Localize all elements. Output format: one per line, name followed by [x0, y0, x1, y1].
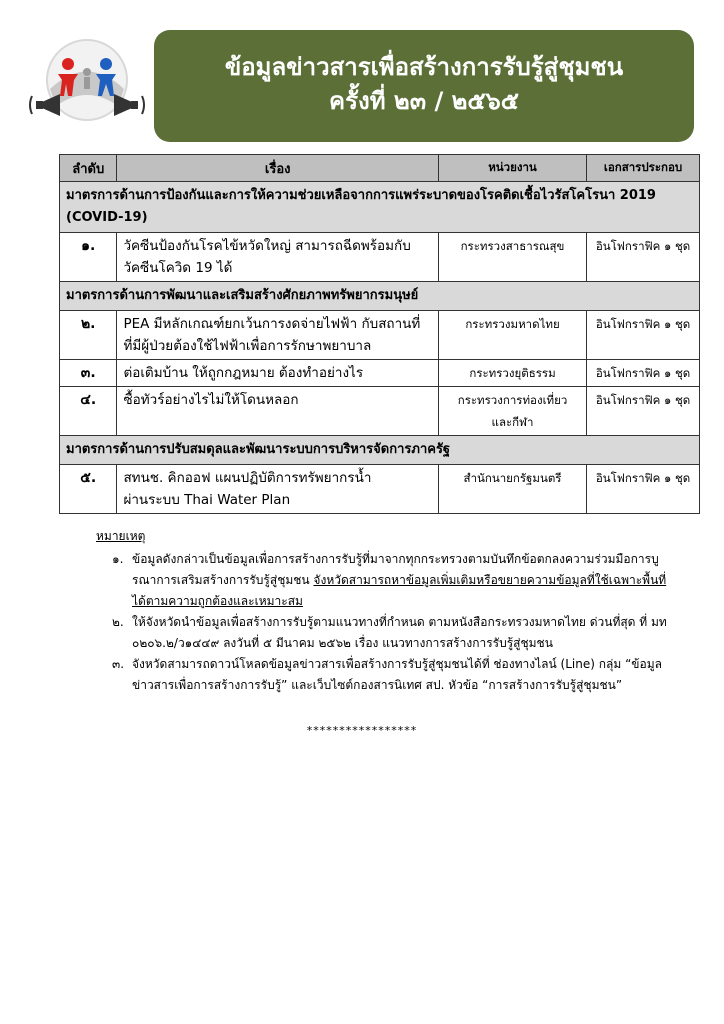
header-no: ลำดับ	[60, 155, 117, 182]
table-row	[60, 387, 700, 436]
row-agency: กระทรวงยุติธรรม	[438, 360, 586, 387]
row-topic: ซื้อทัวร์อย่างไรไม่ให้โดนหลอก	[117, 387, 439, 436]
logo-icon	[28, 34, 146, 126]
row-topic-line: วัคซีนโควิด 19 ได้	[123, 260, 233, 276]
row-number: ๑.	[60, 233, 117, 282]
row-agency: กระทรวงสาธารณสุข	[438, 233, 586, 282]
section-title: มาตรการด้านการพัฒนาและเสริมสร้างศักยภาพทรัพยากรมนุษย์	[60, 282, 700, 311]
row-doc: อินโฟกราฟิค ๑ ชุด	[587, 311, 700, 360]
section-row	[60, 182, 700, 233]
note-number: ๓.	[112, 657, 125, 671]
section-title: มาตรการด้านการป้องกันและการให้ความช่วยเหลือจากการแพร่ระบาดของโรคติดเชื้อไวรัสโคโรนา 2019 (COVID-19)	[60, 182, 700, 233]
row-topic-line: สทนช. คิกออฟ แผนปฏิบัติการทรัพยากรน้ำ	[123, 470, 372, 486]
table-header-row	[60, 155, 700, 182]
row-agency	[438, 387, 586, 436]
page-title: ข้อมูลข่าวสารเพื่อสร้างการรับรู้สู่ชุมชน	[224, 53, 624, 81]
title-banner	[154, 30, 694, 142]
note-text-underlined: จังหวัดสามารถหาข้อมูลเพิ่มเติมหรือขยายความข้อมูลที่ใช้เฉพาะพื้นที่ได้ตามความถูกต้องและเหมาะสม	[132, 573, 667, 608]
note-item	[112, 612, 676, 654]
row-topic-line: ที่มีผู้ป่วยต้องใช้ไฟฟ้าเพื่อการรักษาพยาบาล	[123, 338, 372, 354]
note-number: ๑.	[112, 552, 124, 566]
row-topic	[117, 311, 439, 360]
row-agency: สำนักนายกรัฐมนตรี	[438, 465, 586, 514]
end-marker: *****************	[306, 724, 418, 737]
row-topic: ต่อเติมบ้าน ให้ถูกกฎหมาย ต้องทำอย่างไร	[117, 360, 439, 387]
table-row	[60, 311, 700, 360]
issue-number: ครั้งที่ ๒๓ / ๒๕๖๕	[329, 87, 519, 115]
note-text: จังหวัดสามารถดาวน์โหลดข้อมูลข่าวสารเพื่อสร้างการรับรู้สู่ชุมชนได้ที่ ช่องทางไลน์ (Line) กลุ่ม “ข้อมูลข่าวสารเพื่อการสร้างการรับรู้” และเว็บไซต์กองสารนิเทศ สป. หัวข้อ “การสร้างการรับรู้สู่ชุมชน”	[132, 657, 662, 692]
section-title: มาตรการด้านการปรับสมดุลและพัฒนาระบบการบริหารจัดการภาครัฐ	[60, 436, 700, 465]
note-number: ๒.	[112, 615, 124, 629]
header-topic: เรื่อง	[117, 155, 439, 182]
row-number: ๓.	[60, 360, 117, 387]
row-topic	[117, 465, 439, 514]
table-row	[60, 465, 700, 514]
note-text: ให้จังหวัดนำข้อมูลเพื่อสร้างการรับรู้ตามแนวทางที่กำหนด ตามหนังสือกระทรวงมหาดไทย ด่วนที่สุด ที่ มท ๐๒๐๖.๒/ว๑๔๔๙ ลงวันที่ ๕ มีนาคม ๒๕๖๒ เรื่อง แนวทางการสร้างการรับรู้สู่ชุมชน	[132, 615, 667, 650]
row-doc: อินโฟกราฟิค ๑ ชุด	[587, 233, 700, 282]
header-agency: หน่วยงาน	[438, 155, 586, 182]
table-row	[60, 360, 700, 387]
row-doc: อินโฟกราฟิค ๑ ชุด	[587, 465, 700, 514]
note-item	[112, 654, 676, 696]
news-table	[59, 154, 700, 514]
notes	[96, 526, 676, 696]
row-agency-line: และกีฬา	[491, 415, 534, 429]
row-topic	[117, 233, 439, 282]
table-row	[60, 233, 700, 282]
note-text-plain: ข้อมูลดังกล่าวเป็นข้อมูลเพื่อการสร้างการรับรู้ที่มาจากทุกกระทรวงตามบันทึกข้อตกลงความร่วมมือการบูรณาการเสริมสร้างการรับรู้สู่ชุมชน	[132, 552, 659, 587]
section-row	[60, 436, 700, 465]
row-agency-line: กระทรวงการท่องเที่ยว	[457, 393, 568, 407]
row-doc: อินโฟกราฟิค ๑ ชุด	[587, 387, 700, 436]
row-topic-line: ผ่านระบบ Thai Water Plan	[123, 492, 291, 508]
row-number: ๕.	[60, 465, 117, 514]
row-agency: กระทรวงมหาดไทย	[438, 311, 586, 360]
row-topic-line: วัคซีนป้องกันโรคไข้หวัดใหญ่ สามารถฉีดพร้อมกับ	[123, 238, 411, 254]
row-number: ๒.	[60, 311, 117, 360]
row-topic-line: PEA มีหลักเกณฑ์ยกเว้นการงดจ่ายไฟฟ้า กับสถานที่	[123, 316, 421, 332]
row-doc: อินโฟกราฟิค ๑ ชุด	[587, 360, 700, 387]
row-number: ๔.	[60, 387, 117, 436]
section-row	[60, 282, 700, 311]
notes-heading: หมายเหตุ	[96, 529, 146, 543]
header-doc: เอกสารประกอบ	[587, 155, 700, 182]
note-text	[132, 549, 676, 612]
note-item	[112, 549, 676, 612]
